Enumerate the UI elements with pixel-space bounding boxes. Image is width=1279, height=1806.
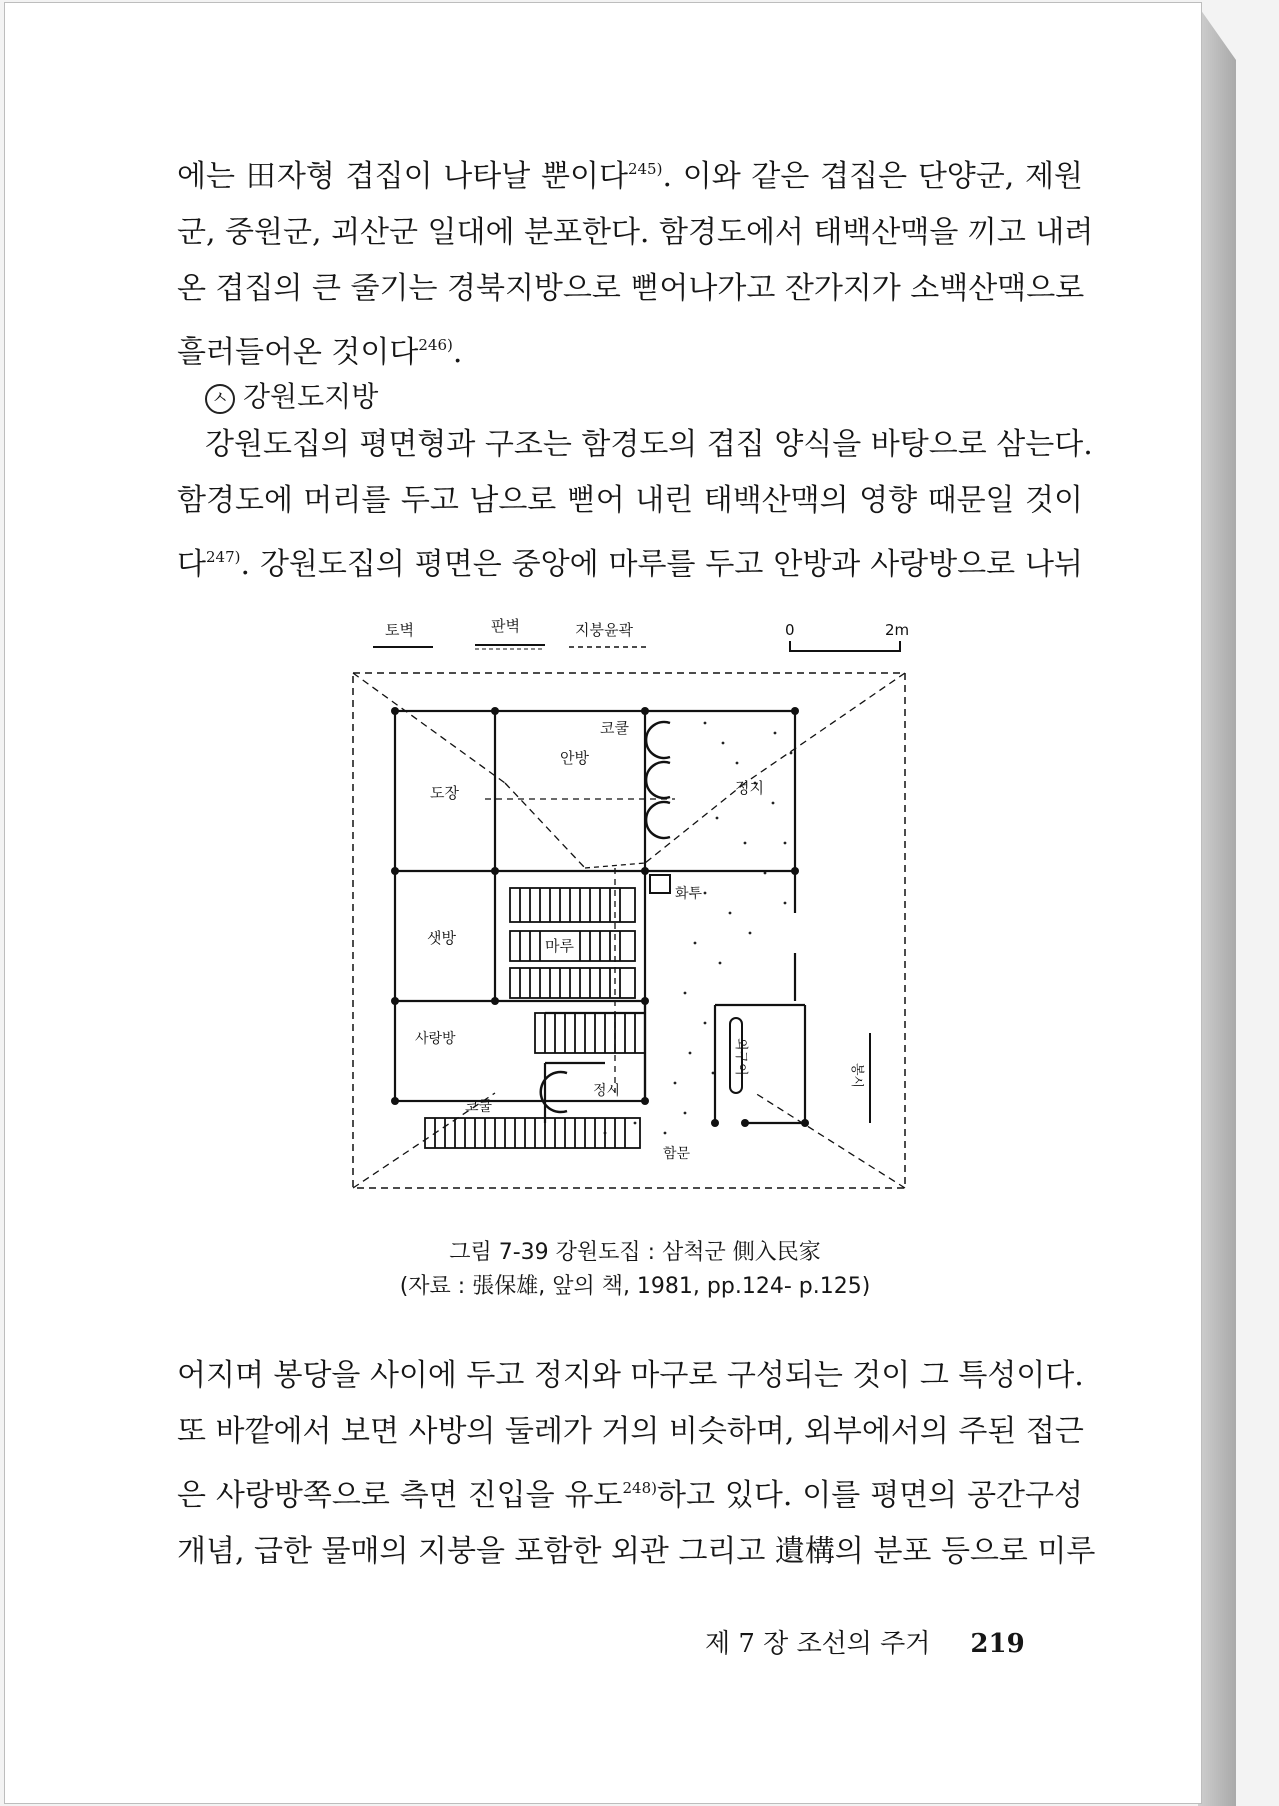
figure-legend: [373, 617, 909, 651]
kitchen-floor-hatch: [604, 722, 793, 1135]
text-line: 강원도집의 평면형과 구조는 함경도의 겹집 양식을 바탕으로 삼는다.: [205, 427, 1093, 462]
scale-start: 0: [785, 621, 795, 639]
page-edge-shadow: [1198, 6, 1236, 1806]
label-waegu: 외구이: [733, 1038, 748, 1076]
figure-caption: 그림 7-39 강원도집 : 삼척군 側入民家: [449, 1240, 821, 1265]
text-line: 어지며 봉당을 사이에 두고 정지와 마구로 구성되는 것이 그 특성이다.: [177, 1358, 1084, 1393]
figure-source: (자료 : 張保雄, 앞의 책, 1981, pp.124- p.125): [399, 1274, 871, 1299]
section-heading: ㅅ 강원도지방: [205, 375, 378, 415]
label-hwadu: 화투: [675, 886, 703, 902]
label-anbang: 안방: [560, 749, 589, 767]
label-bongsi: 봉시: [849, 1063, 864, 1089]
text-line: 함경도에 머리를 두고 남으로 뻗어 내린 태백산맥의 영향 때문일 것이: [177, 483, 1083, 518]
text-line: 다$^{247)}$. 강원도집의 평면은 중앙에 마루를 두고 안방과 사랑방으로 나뉘: [177, 547, 1083, 582]
paragraph-1: [177, 141, 1094, 381]
label-kokul-top: 코쿨: [600, 719, 629, 737]
page-footer: [705, 1623, 1105, 1660]
legend-board-wall: 판벽: [491, 617, 520, 635]
text-line: 또 바깥에서 보면 사방의 둘레가 거의 비슷하며, 외부에서의 주된 접근: [177, 1414, 1084, 1449]
section-marker: ㅅ: [205, 384, 235, 414]
text-line: 흘러들어온 것이다$^{246)}$.: [177, 335, 463, 370]
label-jeongji-bottom: 정시: [593, 1083, 621, 1099]
maru-boards: [425, 888, 645, 1148]
label-saetbang: 샛방: [427, 929, 456, 947]
label-maru: 마루: [545, 937, 574, 955]
label-sarangbang: 사랑방: [415, 1031, 456, 1047]
page-number: 219: [970, 1629, 1025, 1659]
chapter-title: 제 7 장 조선의 주거: [705, 1629, 931, 1659]
paragraph-2: [177, 417, 1093, 593]
scale-end: 2m: [885, 621, 910, 639]
text-line: 온 겹집의 큰 줄기는 경북지방으로 뻗어나가고 잔가지가 소백산맥으로: [177, 271, 1085, 306]
hwadu-box: [650, 875, 670, 893]
floor-plan-figure: [345, 613, 925, 1203]
book-page: [4, 2, 1202, 1804]
label-kokul-bottom: 코쿨: [465, 1099, 493, 1115]
text-line: 은 사랑방쪽으로 측면 진입을 유도$^{248)}$하고 있다. 이를 평면의 공간구성: [177, 1478, 1083, 1513]
text-line: 에는 田자형 겹집이 나타날 뿐이다$^{245)}$. 이와 같은 겹집은 단양군, 제원: [177, 159, 1084, 194]
label-dojang: 도장: [430, 784, 459, 802]
label-jeongji-top: 정지: [735, 779, 764, 797]
text-line: 개념, 급한 물매의 지붕을 포함한 외관 그리고 遺構의 분포 등으로 미루: [177, 1534, 1096, 1569]
legend-roof-outline: 지붕윤곽: [575, 621, 633, 639]
paragraph-3: [177, 1348, 1096, 1580]
legend-earth-wall: 토벽: [385, 621, 414, 639]
label-hammun: 함문: [663, 1146, 691, 1162]
text-line: 군, 중원군, 괴산군 일대에 분포한다. 함경도에서 태백산맥을 끼고 내려: [177, 215, 1094, 250]
